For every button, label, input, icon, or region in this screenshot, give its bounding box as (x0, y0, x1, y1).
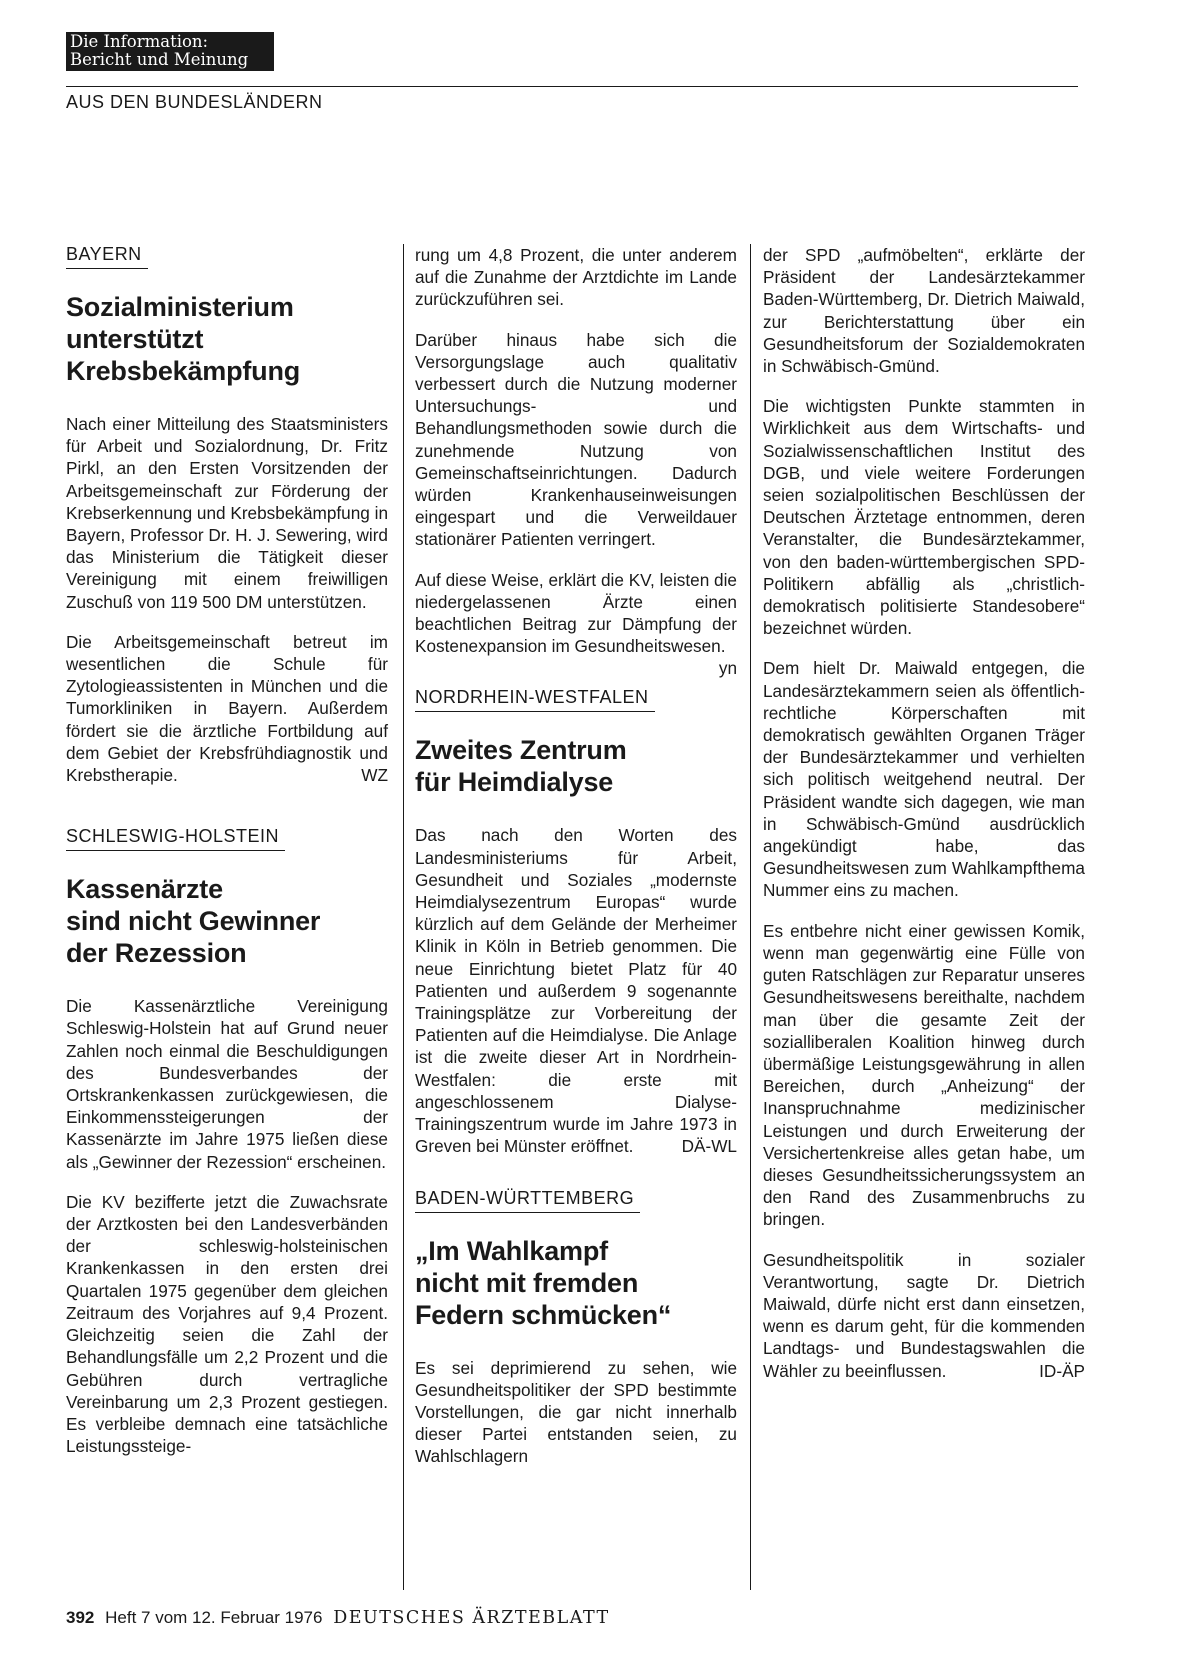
headline-line: Sozialministerium (66, 292, 294, 322)
paragraph (415, 569, 737, 679)
paragraph: Die Kassenärztliche Vereinigung Schleswig-Holstein hat auf Grund neuer Zahlen noch einmal die Beschuldigungen des Bundesverbandes der Ortskrankenkassen zurückgewiesen, die Einkommenssteigerungen der Kassenärzte im Jahre 1975 ließen diese als „Gewinner der Rezession“ erscheinen. (66, 996, 388, 1172)
paragraph: Dem hielt Dr. Maiwald entgegen, die Landesärztekammern seien als öffentlich-rechtliche Körperschaften mit demokratisch gewählten Organen Träger der Bundesärztekammer und verhielten sich politisch weitgehend neutral. Der Präsident wandte sich dagegen, wie man in Schwäbisch-Gmünd ausdrücklich angekündigt habe, das Gesundheitswesen zum Wahlkampfthema Nummer eins zu machen. (763, 658, 1085, 901)
paragraph-text: Die Arbeitsgemeinschaft betreut im wesentlichen die Schule für Zytologieassistenten in München und die Tumorkliniken in Bayern. Außerdem fördert sie die ärztliche Fortbildung auf dem Gebiet der Krebsfrühdiagnostik und Krebstherapie. (66, 631, 388, 786)
region-label-baden-wuerttemberg: BADEN-WÜRTTEMBERG (415, 1188, 640, 1213)
column-3 (763, 244, 1085, 1400)
author-signature: WZ (361, 765, 388, 786)
paragraph: rung um 4,8 Prozent, die unter anderem auf die Zunahme der Arztdichte im Lande zurückzuführen sei. (415, 245, 737, 310)
rubric-box (66, 32, 274, 71)
headline-line: für Heimdialyse (415, 767, 614, 798)
paragraph: Die wichtigsten Punkte stammten in Wirklichkeit aus dem Wirtschafts- und Sozialwissenschaftlichen Institut des DGB, und viele weitere Forderungen seien sozialpolitischen Beschlüssen der Deutschen Ärztetage entnommen, deren Veranstalter, die Bundesärztekammer, von den baden-württembergischen SPD-Politikern abfällig als „christlich-demokratisch politisierte Standesobere“ bezeichnet würden. (763, 396, 1085, 639)
page-number: 392 (66, 1608, 95, 1627)
headline-line: unterstützt (66, 324, 204, 354)
headline-line: Federn schmücken“ (415, 1299, 672, 1330)
paragraph: Darüber hinaus habe sich die Versorgungslage auch qualitativ verbessert durch die Nutzung moderner Untersuchungs- und Behandlungsmethoden sowie durch die zunehmende Nutzung von Gemeinschaftseinrichtungen. Dadurch würden Krankenhauseinweisungen eingespart und die Verweildauer stationärer Patienten verringert. (415, 329, 737, 550)
magazine-name: DEUTSCHES ÄRZTEBLATT (333, 1608, 610, 1628)
page-footer (66, 1608, 610, 1628)
headline-line: Kassenärzte (66, 874, 223, 905)
paragraph (763, 1249, 1085, 1382)
paragraph (415, 824, 737, 1157)
paragraph: der SPD „aufmöbelten“, erklärte der Präsident der Landesärztekammer Baden-Württemberg, Dr. Dietrich Maiwald, zur Berichterstattung über ein Gesundheitsforum der Sozialdemokraten in Schwäbisch-Gmünd. (763, 245, 1085, 377)
issue-info: Heft 7 vom 12. Februar 1976 (105, 1608, 323, 1627)
paragraph: Die KV bezifferte jetzt die Zuwachsrate der Arztkosten bei den Landesverbänden der schleswig-holsteinischen Krankenkassen in den ersten drei Quartalen 1975 gegenüber dem gleichen Zeitraum des Vorjahres auf 9,4 Prozent. Gleichzeitig seien die Zahl der Behandlungsfälle um 2,2 Prozent und die Gebühren durch vertragliche Vereinbarung um 2,3 Prozent gestiegen. Es verbleibe demnach eine tatsächliche Leistungssteige- (66, 1191, 388, 1457)
headline-line: „Im Wahlkampf (415, 1235, 608, 1266)
author-signature: yn (718, 658, 737, 679)
rubric-line-2: Bericht und Meinung (70, 50, 249, 69)
headline-bayern (66, 291, 388, 387)
paragraph-text: Das nach den Worten des Landesministeriums für Arbeit, Gesundheit und Soziales „modernste Heimdialysezentrum Europas“ wurde kürzlich auf dem Gelände der Merheimer Klinik in Köln in Betrieb genommen. Die neue Einrichtung bietet Platz für 40 Patienten und außerdem 9 sogenannte Trainingsplätze zur Vorbereitung der Patienten auf die Heimdialyse. Die Anlage ist die zweite dieser Art in Nordrhein-Westfalen: die erste mit angeschlossenem Dialyse-Trainingszentrum wurde im Jahre 1973 in Greven bei Münster eröffnet. (415, 825, 737, 1157)
paragraph: Es sei deprimierend zu sehen, wie Gesundheitspolitiker der SPD bestimmte Vorstellungen, die gar nicht innerhalb dieser Partei entstanden seien, zu Wahlschlagern (415, 1357, 737, 1467)
column-1 (66, 244, 388, 1475)
headline-schleswig-holstein (66, 873, 388, 969)
column-divider-1 (403, 244, 404, 1590)
region-label-nordrhein-westfalen: NORDRHEIN-WESTFALEN (415, 687, 655, 712)
section-title: AUS DEN BUNDESLÄNDERN (66, 92, 323, 112)
column-2 (415, 244, 737, 1486)
headline-line: nicht mit fremden (415, 1267, 639, 1298)
rubric-line-1: Die Information: (70, 32, 209, 51)
headline-baden-wuerttemberg (415, 1235, 737, 1331)
headline-nordrhein-westfalen (415, 734, 737, 798)
paragraph-text: Gesundheitspolitik in sozialer Verantwortung, sagte Dr. Dietrich Maiwald, dürfe nicht erst dann einsetzen, wenn es darum geht, für die kommenden Landtags- und Bundestagswahlen die Wähler zu beeinflussen. (763, 1249, 1085, 1381)
author-signature: DÄ-WL (681, 1136, 737, 1157)
column-divider-2 (750, 244, 751, 1590)
headline-line: der Rezession (66, 938, 247, 969)
paragraph: Nach einer Mitteilung des Staatsministers für Arbeit und Sozialordnung, Dr. Fritz Pirkl, an den Ersten Vorsitzenden der Arbeitsgemeinschaft zur Förderung der Krebserkennung und Krebsbekämpfung in Bayern, Professor Dr. H. J. Sewering, wird das Ministerium die Tätigkeit dieser Vereinigung mit einem freiwilligen Zuschuß von 119 500 DM unterstützen. (66, 414, 389, 612)
headline-line: Zweites Zentrum (415, 735, 627, 766)
top-rule (66, 86, 1078, 87)
paragraph (66, 631, 388, 786)
paragraph-text: Auf diese Weise, erklärt die KV, leisten die niedergelassenen Ärzte einen beachtlichen Beitrag zur Dämpfung der Kostenexpansion im Gesundheitswesen. (415, 569, 737, 657)
region-label-bayern: BAYERN (66, 244, 148, 269)
paragraph: Es entbehre nicht einer gewissen Komik, wenn man gegenwärtig eine Fülle von guten Ratschlägen zur Reparatur unseres Gesundheitswesens bereithalte, nachdem man über die gesamte Zeit der sozialliberalen Koalition hinweg durch übermäßige Leistungsgewährung in allen Bereichen, durch „Anheizung“ der Inanspruchnahme medizinischer Leistungen und durch Erweiterung der Versichertenkreise alles getan habe, um dieses Gesundheitssicherungssystem an den Rand des Zusammenbruchs zu bringen. (763, 920, 1085, 1230)
headline-line: Krebsbekämpfung (66, 356, 301, 386)
author-signature: ID-ÄP (1039, 1360, 1085, 1381)
region-label-schleswig-holstein: SCHLESWIG-HOLSTEIN (66, 826, 285, 851)
headline-line: sind nicht Gewinner (66, 906, 321, 937)
